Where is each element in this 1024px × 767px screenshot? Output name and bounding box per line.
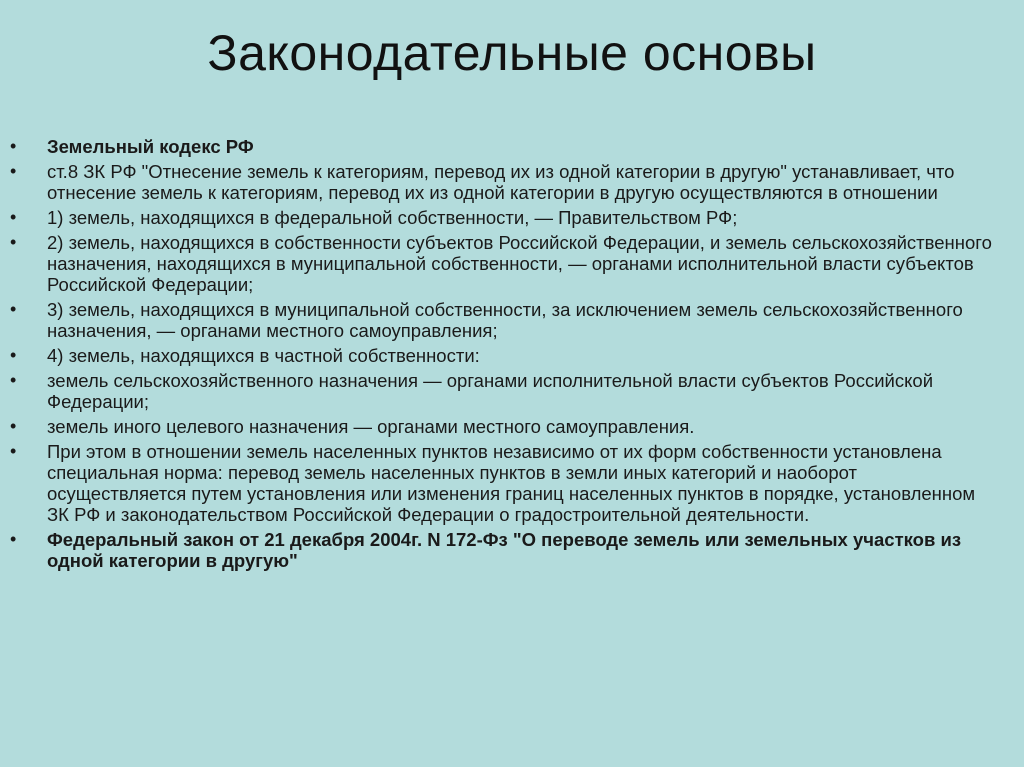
bullet-dot-icon: •	[10, 136, 17, 156]
bullet-text: Федеральный закон от 21 декабря 2004г. N 172-Фз "О переводе земель или земельных участков из одной категории в другую"	[47, 529, 962, 571]
bullet-text: 1) земель, находящихся в федеральной собственности, — Правительством РФ;	[47, 207, 738, 228]
bullet-dot-icon: •	[10, 441, 17, 461]
bullet-dot-icon: •	[10, 345, 17, 365]
bullet-text: 3) земель, находящихся в муниципальной собственности, за исключением земель сельскохозяйственного назначения, — органами местного самоуправления;	[47, 299, 963, 341]
bullet-item	[10, 345, 1000, 366]
bullet-item	[10, 299, 1000, 341]
bullet-item	[10, 232, 1000, 295]
bullet-dot-icon: •	[10, 161, 17, 181]
bullet-text: 2) земель, находящихся в собственности субъектов Российской Федерации, и земель сельскохозяйственного назначения, находящихся в муниципальной собственности, — органами исполнительной власти субъектов Российской Федерации;	[47, 232, 992, 295]
slide-title: Законодательные основы	[207, 25, 817, 81]
bullet-item	[10, 136, 1000, 157]
bullet-item	[10, 161, 1000, 203]
bullet-item	[10, 416, 1000, 437]
bullet-dot-icon: •	[10, 370, 17, 390]
bullet-text: При этом в отношении земель населенных пунктов независимо от их форм собственности установлена специальная норма: перевод земель населенных пунктов в земли иных категорий и наоборот осуществляется путем установления или изменения границ населенных пунктов в порядке, установленном ЗК РФ и законодательством Российской Федерации о градостроительной деятельности.	[47, 441, 976, 525]
bullet-dot-icon: •	[10, 299, 17, 319]
bullet-text: земель сельскохозяйственного назначения — органами исполнительной власти субъектов Российской Федерации;	[47, 370, 934, 412]
bullet-item	[10, 441, 1000, 525]
bullet-text: ст.8 ЗК РФ "Отнесение земель к категориям, перевод их из одной категории в другую" устанавливает, что отнесение земель к категориям, перевод их из одной категории в другую осуществляются в отношении	[47, 161, 955, 203]
bullet-list	[10, 136, 1000, 575]
bullet-text: 4) земель, находящихся в частной собственности:	[47, 345, 480, 366]
bullet-dot-icon: •	[10, 416, 17, 436]
bullet-dot-icon: •	[10, 207, 17, 227]
bullet-dot-icon: •	[10, 529, 17, 549]
bullet-text: земель иного целевого назначения — органами местного самоуправления.	[47, 416, 695, 437]
bullet-text: Земельный кодекс РФ	[47, 136, 254, 157]
bullet-item	[10, 529, 1000, 571]
bullet-item	[10, 207, 1000, 228]
bullet-item	[10, 370, 1000, 412]
bullet-dot-icon: •	[10, 232, 17, 252]
